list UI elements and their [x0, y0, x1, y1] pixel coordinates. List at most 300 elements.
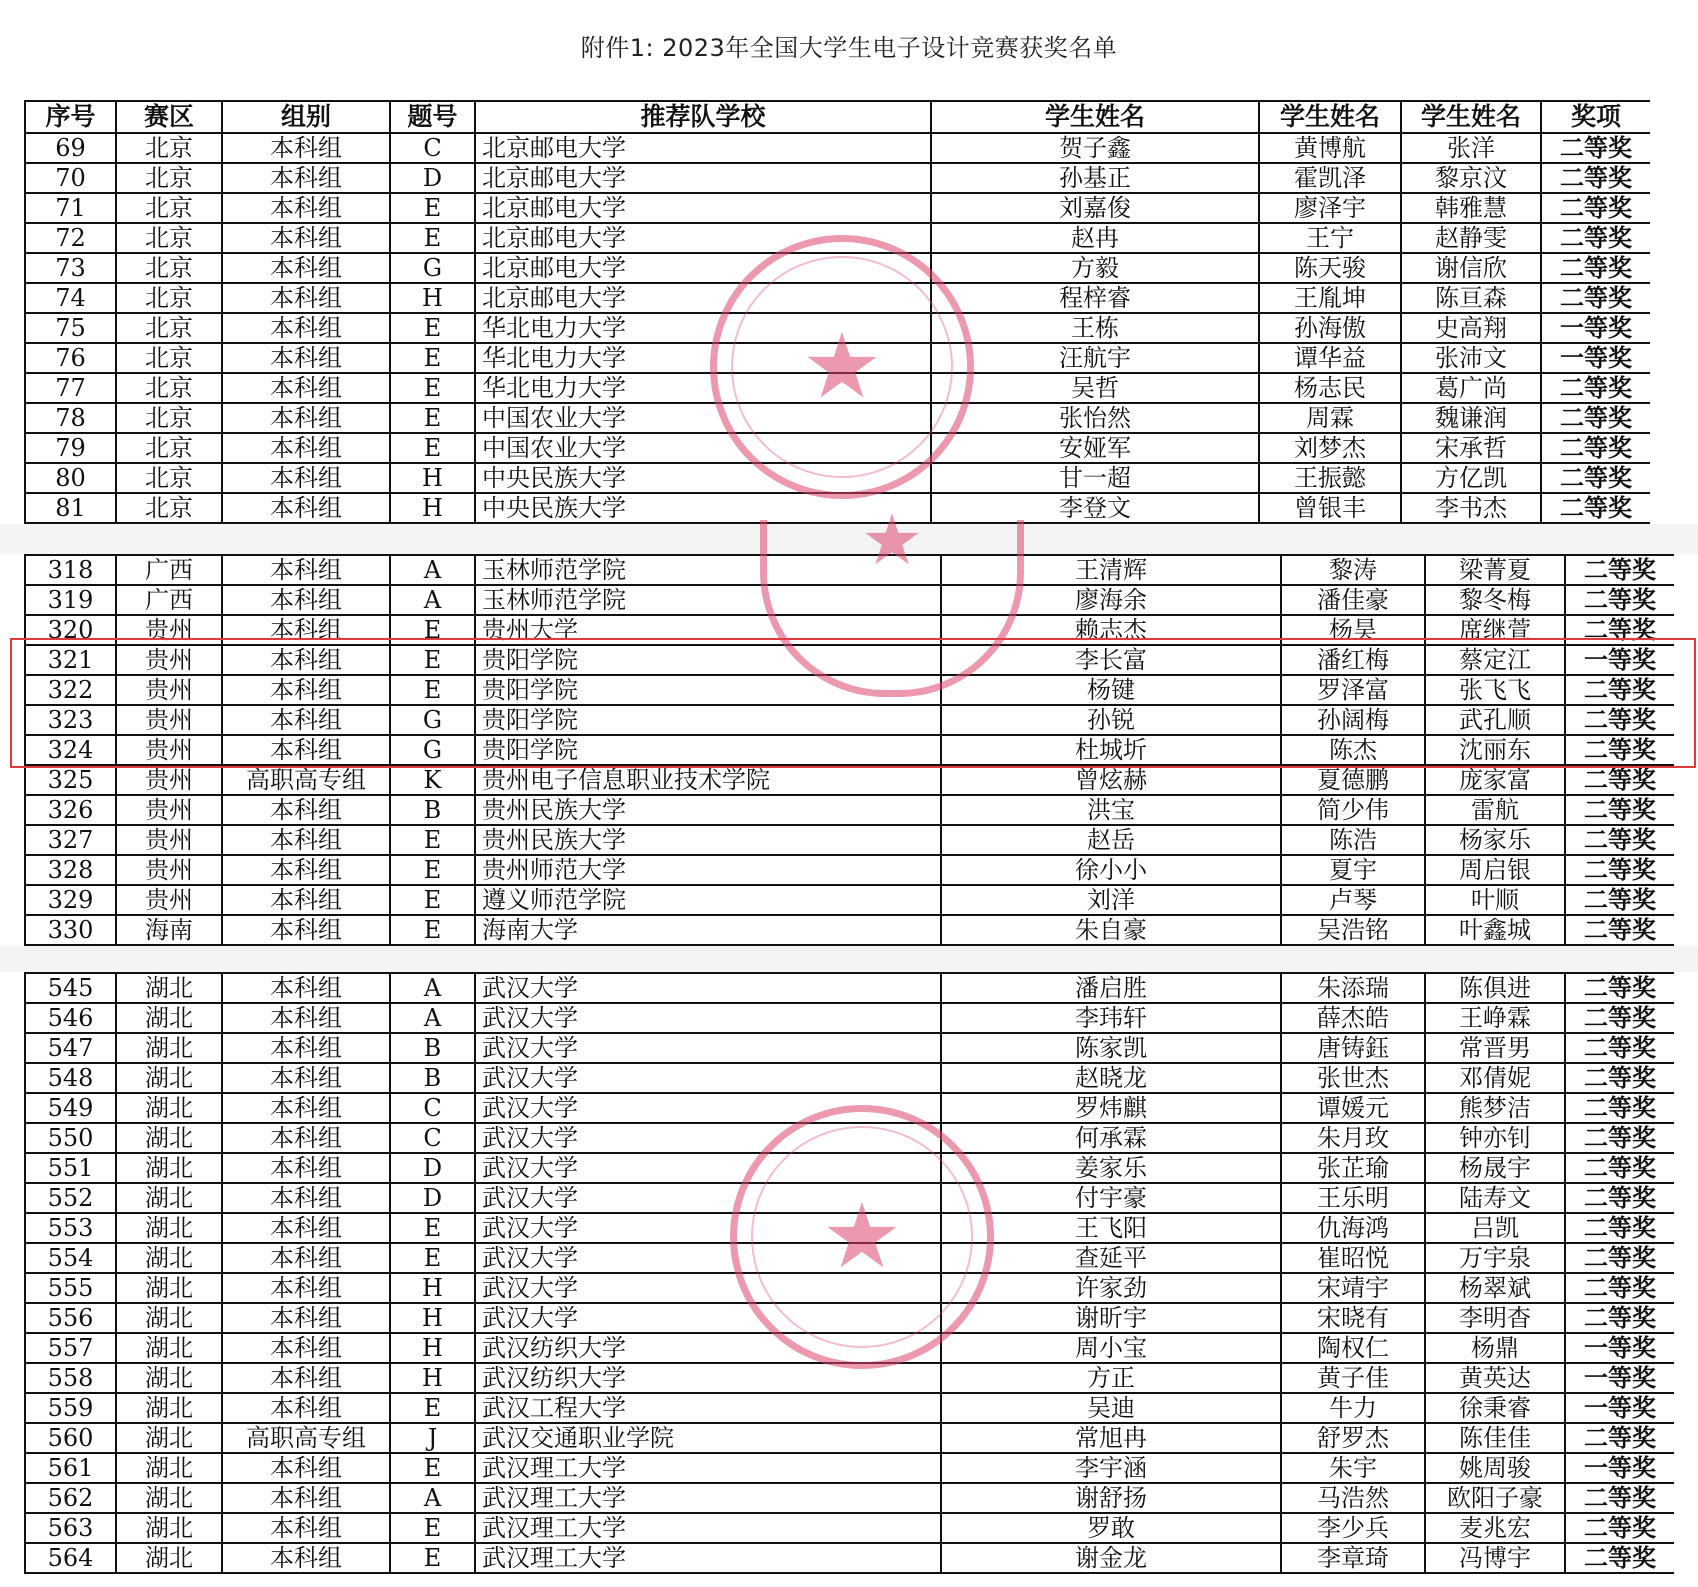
- cell-student-name-2: 黄博航: [1259, 133, 1401, 163]
- cell-student-name-2: 霍凯泽: [1259, 163, 1401, 193]
- cell-award: 二等奖: [1541, 193, 1650, 223]
- cell-problem-code: K: [390, 765, 475, 795]
- cell-region: 贵州: [116, 855, 222, 885]
- cell-award: 二等奖: [1541, 163, 1650, 193]
- cell-student-name-2: 陈杰: [1281, 735, 1425, 765]
- cell-problem-code: C: [390, 1093, 475, 1123]
- cell-student-name-2: 黎涛: [1281, 555, 1425, 585]
- cell-award: 二等奖: [1565, 735, 1674, 765]
- cell-student-name-2: 孙阔梅: [1281, 705, 1425, 735]
- cell-student-name-2: 潘红梅: [1281, 645, 1425, 675]
- cell-row-number: 328: [25, 855, 116, 885]
- cell-group: 高职高专组: [222, 765, 390, 795]
- table-row: [25, 283, 1650, 313]
- table-row: [25, 1303, 1674, 1333]
- cell-student-name-1: 安娅军: [931, 433, 1259, 463]
- cell-region: 湖北: [116, 1423, 222, 1453]
- cell-group: 本科组: [222, 1303, 390, 1333]
- cell-student-name-3: 徐秉睿: [1425, 1393, 1565, 1423]
- cell-row-number: 329: [25, 885, 116, 915]
- cell-school: 武汉大学: [475, 1243, 941, 1273]
- table-row: [25, 825, 1674, 855]
- cell-student-name-1: 吴迪: [941, 1393, 1281, 1423]
- cell-school: 贵州大学: [475, 615, 941, 645]
- cell-award: 二等奖: [1565, 1273, 1674, 1303]
- cell-problem-code: E: [390, 915, 475, 945]
- cell-student-name-1: 洪宝: [941, 795, 1281, 825]
- cell-student-name-3: 宋承哲: [1401, 433, 1541, 463]
- cell-student-name-2: 陶权仁: [1281, 1333, 1425, 1363]
- cell-student-name-3: 葛广尚: [1401, 373, 1541, 403]
- cell-row-number: 74: [25, 283, 116, 313]
- cell-region: 广西: [116, 585, 222, 615]
- table-row: [25, 433, 1650, 463]
- cell-student-name-1: 王清辉: [941, 555, 1281, 585]
- cell-row-number: 561: [25, 1453, 116, 1483]
- cell-problem-code: H: [390, 493, 475, 523]
- cell-student-name-1: 杜城圻: [941, 735, 1281, 765]
- cell-region: 北京: [116, 403, 222, 433]
- cell-award: 一等奖: [1565, 1393, 1674, 1423]
- cell-region: 北京: [116, 223, 222, 253]
- cell-group: 本科组: [222, 433, 390, 463]
- cell-student-name-1: 王栋: [931, 313, 1259, 343]
- cell-group: 本科组: [222, 1453, 390, 1483]
- cell-problem-code: B: [390, 1033, 475, 1063]
- cell-school: 武汉大学: [475, 1033, 941, 1063]
- cell-school: 海南大学: [475, 915, 941, 945]
- table-row: [25, 193, 1650, 223]
- cell-row-number: 324: [25, 735, 116, 765]
- table-row: [25, 1393, 1674, 1423]
- cell-group: 本科组: [222, 223, 390, 253]
- cell-row-number: 72: [25, 223, 116, 253]
- table-row: [25, 463, 1650, 493]
- cell-student-name-1: 姜家乐: [941, 1153, 1281, 1183]
- table-row: [25, 1363, 1674, 1393]
- cell-row-number: 70: [25, 163, 116, 193]
- cell-school: 贵州电子信息职业技术学院: [475, 765, 941, 795]
- cell-student-name-3: 方亿凯: [1401, 463, 1541, 493]
- column-header-group: 组别: [222, 101, 390, 133]
- cell-row-number: 559: [25, 1393, 116, 1423]
- table-row: [25, 1243, 1674, 1273]
- cell-row-number: 327: [25, 825, 116, 855]
- cell-student-name-3: 张飞飞: [1425, 675, 1565, 705]
- cell-school: 北京邮电大学: [475, 133, 931, 163]
- cell-row-number: 564: [25, 1543, 116, 1573]
- cell-group: 本科组: [222, 645, 390, 675]
- table-row: [25, 1483, 1674, 1513]
- cell-student-name-2: 孙海傲: [1259, 313, 1401, 343]
- cell-student-name-3: 韩雅慧: [1401, 193, 1541, 223]
- cell-student-name-1: 吴哲: [931, 373, 1259, 403]
- cell-row-number: 557: [25, 1333, 116, 1363]
- cell-student-name-3: 周启银: [1425, 855, 1565, 885]
- cell-problem-code: C: [390, 133, 475, 163]
- cell-row-number: 563: [25, 1513, 116, 1543]
- cell-row-number: 326: [25, 795, 116, 825]
- cell-problem-code: E: [390, 1243, 475, 1273]
- cell-student-name-3: 陈俱进: [1425, 973, 1565, 1003]
- cell-student-name-1: 谢昕宇: [941, 1303, 1281, 1333]
- cell-problem-code: G: [390, 735, 475, 765]
- cell-row-number: 76: [25, 343, 116, 373]
- star-icon: ★: [821, 1184, 903, 1289]
- cell-region: 湖北: [116, 1063, 222, 1093]
- cell-student-name-1: 罗敢: [941, 1513, 1281, 1543]
- cell-award: 一等奖: [1541, 343, 1650, 373]
- cell-row-number: 555: [25, 1273, 116, 1303]
- cell-group: 本科组: [222, 735, 390, 765]
- cell-award: 二等奖: [1565, 1423, 1674, 1453]
- column-header-region: 赛区: [116, 101, 222, 133]
- cell-school: 玉林师范学院: [475, 555, 941, 585]
- cell-group: 高职高专组: [222, 1423, 390, 1453]
- cell-student-name-2: 舒罗杰: [1281, 1423, 1425, 1453]
- cell-student-name-1: 李玮轩: [941, 1003, 1281, 1033]
- cell-school: 武汉大学: [475, 1063, 941, 1093]
- cell-school: 武汉大学: [475, 1303, 941, 1333]
- cell-student-name-3: 张沛文: [1401, 343, 1541, 373]
- cell-student-name-3: 梁菁夏: [1425, 555, 1565, 585]
- table-row: [25, 1213, 1674, 1243]
- cell-student-name-3: 王峥霖: [1425, 1003, 1565, 1033]
- cell-award: 二等奖: [1565, 1093, 1674, 1123]
- cell-group: 本科组: [222, 915, 390, 945]
- cell-problem-code: B: [390, 1063, 475, 1093]
- cell-group: 本科组: [222, 133, 390, 163]
- cell-student-name-1: 程梓睿: [931, 283, 1259, 313]
- cell-group: 本科组: [222, 585, 390, 615]
- cell-award: 二等奖: [1565, 1123, 1674, 1153]
- cell-student-name-1: 罗炜麒: [941, 1093, 1281, 1123]
- cell-school: 中央民族大学: [475, 493, 931, 523]
- column-header-school: 推荐队学校: [475, 101, 931, 133]
- table-row: [25, 493, 1650, 523]
- cell-student-name-1: 李登文: [931, 493, 1259, 523]
- cell-school: 贵州民族大学: [475, 795, 941, 825]
- cell-problem-code: H: [390, 1363, 475, 1393]
- cell-award: 二等奖: [1565, 1003, 1674, 1033]
- cell-student-name-1: 赵晓龙: [941, 1063, 1281, 1093]
- cell-student-name-1: 谢金龙: [941, 1543, 1281, 1573]
- cell-school: 武汉大学: [475, 1183, 941, 1213]
- cell-problem-code: E: [390, 675, 475, 705]
- cell-student-name-2: 唐铸鈺: [1281, 1033, 1425, 1063]
- cell-student-name-1: 汪航宇: [931, 343, 1259, 373]
- cell-problem-code: E: [390, 433, 475, 463]
- cell-student-name-1: 谢舒扬: [941, 1483, 1281, 1513]
- cell-row-number: 77: [25, 373, 116, 403]
- table-row: [25, 555, 1674, 585]
- cell-student-name-2: 杨志民: [1259, 373, 1401, 403]
- cell-student-name-2: 吴浩铭: [1281, 915, 1425, 945]
- table-row: [25, 1063, 1674, 1093]
- cell-student-name-1: 许家劲: [941, 1273, 1281, 1303]
- table-row: [25, 645, 1674, 675]
- cell-student-name-3: 史高翔: [1401, 313, 1541, 343]
- cell-student-name-2: 谭华益: [1259, 343, 1401, 373]
- cell-student-name-3: 麦兆宏: [1425, 1513, 1565, 1543]
- cell-row-number: 551: [25, 1153, 116, 1183]
- cell-region: 贵州: [116, 705, 222, 735]
- table-row: [25, 133, 1650, 163]
- cell-row-number: 553: [25, 1213, 116, 1243]
- cell-group: 本科组: [222, 1363, 390, 1393]
- cell-group: 本科组: [222, 313, 390, 343]
- cell-student-name-1: 孙基正: [931, 163, 1259, 193]
- page-gap: [0, 524, 1698, 554]
- cell-school: 华北电力大学: [475, 373, 931, 403]
- cell-student-name-1: 赖志杰: [941, 615, 1281, 645]
- cell-problem-code: A: [390, 1003, 475, 1033]
- document-title: 附件1: 2023年全国大学生电子设计竞赛获奖名单: [580, 34, 1118, 62]
- cell-student-name-2: 朱月玫: [1281, 1123, 1425, 1153]
- cell-award: 二等奖: [1565, 1483, 1674, 1513]
- column-header-problem-code: 题号: [390, 101, 475, 133]
- cell-problem-code: G: [390, 705, 475, 735]
- cell-student-name-3: 陈亘森: [1401, 283, 1541, 313]
- cell-student-name-2: 宋晓有: [1281, 1303, 1425, 1333]
- cell-student-name-1: 杨键: [941, 675, 1281, 705]
- cell-award: 二等奖: [1565, 1063, 1674, 1093]
- cell-problem-code: E: [390, 1453, 475, 1483]
- cell-row-number: 320: [25, 615, 116, 645]
- cell-row-number: 79: [25, 433, 116, 463]
- cell-student-name-3: 熊梦洁: [1425, 1093, 1565, 1123]
- cell-row-number: 560: [25, 1423, 116, 1453]
- cell-student-name-2: 陈浩: [1281, 825, 1425, 855]
- cell-region: 贵州: [116, 825, 222, 855]
- cell-problem-code: H: [390, 1273, 475, 1303]
- cell-student-name-3: 赵静雯: [1401, 223, 1541, 253]
- cell-region: 湖北: [116, 1333, 222, 1363]
- cell-student-name-3: 杨家乐: [1425, 825, 1565, 855]
- table-segment-3: [24, 972, 1674, 1587]
- cell-row-number: 75: [25, 313, 116, 343]
- table-row: [25, 973, 1674, 1003]
- cell-award: 二等奖: [1541, 433, 1650, 463]
- column-header-student-name-2: 学生姓名: [1259, 101, 1401, 133]
- cell-problem-code: H: [390, 463, 475, 493]
- cell-group: 本科组: [222, 1183, 390, 1213]
- cell-region: 北京: [116, 283, 222, 313]
- cell-row-number: 80: [25, 463, 116, 493]
- cell-school: 武汉大学: [475, 1003, 941, 1033]
- cell-student-name-2: 夏宇: [1281, 855, 1425, 885]
- cell-student-name-2: 王胤坤: [1259, 283, 1401, 313]
- cell-student-name-2: 刘梦杰: [1259, 433, 1401, 463]
- cell-award: 二等奖: [1541, 253, 1650, 283]
- cell-student-name-2: 夏德鹏: [1281, 765, 1425, 795]
- table-row: [25, 1423, 1674, 1453]
- table-row: [25, 163, 1650, 193]
- cell-group: 本科组: [222, 615, 390, 645]
- cell-award: 二等奖: [1565, 555, 1674, 585]
- cell-group: 本科组: [222, 1543, 390, 1573]
- cell-problem-code: E: [390, 885, 475, 915]
- cell-student-name-1: 朱自豪: [941, 915, 1281, 945]
- cell-student-name-1: 李长富: [941, 645, 1281, 675]
- cell-region: 北京: [116, 463, 222, 493]
- cell-problem-code: B: [390, 795, 475, 825]
- cell-group: 本科组: [222, 1213, 390, 1243]
- cell-problem-code: E: [390, 1393, 475, 1423]
- cell-school: 武汉大学: [475, 1123, 941, 1153]
- column-header-student-name-3: 学生姓名: [1401, 101, 1541, 133]
- cell-student-name-3: 沈丽东: [1425, 735, 1565, 765]
- cell-student-name-1: 常旭冉: [941, 1423, 1281, 1453]
- cell-student-name-3: 李书杰: [1401, 493, 1541, 523]
- cell-school: 玉林师范学院: [475, 585, 941, 615]
- cell-student-name-2: 张芷瑜: [1281, 1153, 1425, 1183]
- cell-problem-code: E: [390, 825, 475, 855]
- cell-student-name-3: 李明杳: [1425, 1303, 1565, 1333]
- table-row: [25, 765, 1674, 795]
- cell-student-name-2: 曾银丰: [1259, 493, 1401, 523]
- cell-row-number: 548: [25, 1063, 116, 1093]
- star-icon: ★: [860, 499, 924, 581]
- cell-problem-code: E: [390, 193, 475, 223]
- cell-award: 二等奖: [1541, 373, 1650, 403]
- cell-student-name-2: 杨昊: [1281, 615, 1425, 645]
- cell-region: 北京: [116, 193, 222, 223]
- column-header-award: 奖项: [1541, 101, 1650, 133]
- cell-school: 武汉理工大学: [475, 1513, 941, 1543]
- cell-student-name-3: 蔡定江: [1425, 645, 1565, 675]
- star-icon: ★: [801, 314, 883, 419]
- cell-group: 本科组: [222, 1093, 390, 1123]
- cell-student-name-3: 庞家富: [1425, 765, 1565, 795]
- cell-problem-code: E: [390, 343, 475, 373]
- cell-problem-code: E: [390, 615, 475, 645]
- cell-problem-code: J: [390, 1423, 475, 1453]
- cell-group: 本科组: [222, 1273, 390, 1303]
- cell-group: 本科组: [222, 403, 390, 433]
- table-row: [25, 1333, 1674, 1363]
- cell-school: 北京邮电大学: [475, 193, 931, 223]
- cell-award: 二等奖: [1565, 1213, 1674, 1243]
- table-row: [25, 915, 1674, 945]
- cell-region: 湖北: [116, 973, 222, 1003]
- cell-group: 本科组: [222, 343, 390, 373]
- cell-region: 贵州: [116, 795, 222, 825]
- cell-group: 本科组: [222, 283, 390, 313]
- cell-problem-code: A: [390, 973, 475, 1003]
- cell-region: 湖北: [116, 1093, 222, 1123]
- cell-award: 二等奖: [1541, 463, 1650, 493]
- cell-group: 本科组: [222, 705, 390, 735]
- cell-student-name-3: 欧阳子豪: [1425, 1483, 1565, 1513]
- table-row: [25, 615, 1674, 645]
- table-row: [25, 675, 1674, 705]
- cell-row-number: 558: [25, 1363, 116, 1393]
- cell-region: 北京: [116, 493, 222, 523]
- cell-student-name-1: 方毅: [931, 253, 1259, 283]
- cell-problem-code: H: [390, 1333, 475, 1363]
- cell-student-name-3: 魏谦润: [1401, 403, 1541, 433]
- cell-award: 二等奖: [1565, 1033, 1674, 1063]
- cell-row-number: 323: [25, 705, 116, 735]
- column-header-row-number: 序号: [25, 101, 116, 133]
- cell-student-name-2: 王乐明: [1281, 1183, 1425, 1213]
- cell-award: 一等奖: [1565, 1453, 1674, 1483]
- cell-group: 本科组: [222, 555, 390, 585]
- cell-row-number: 549: [25, 1093, 116, 1123]
- cell-problem-code: E: [390, 1513, 475, 1543]
- cell-student-name-3: 钟亦钊: [1425, 1123, 1565, 1153]
- cell-award: 二等奖: [1565, 705, 1674, 735]
- cell-award: 一等奖: [1565, 645, 1674, 675]
- cell-award: 二等奖: [1541, 223, 1650, 253]
- cell-region: 湖北: [116, 1303, 222, 1333]
- table-row: [25, 705, 1674, 735]
- cell-award: 二等奖: [1565, 1183, 1674, 1213]
- cell-group: 本科组: [222, 1033, 390, 1063]
- cell-region: 湖北: [116, 1213, 222, 1243]
- cell-region: 广西: [116, 555, 222, 585]
- cell-award: 二等奖: [1541, 493, 1650, 523]
- table-row: [25, 1183, 1674, 1213]
- cell-school: 中央民族大学: [475, 463, 931, 493]
- cell-region: 湖北: [116, 1033, 222, 1063]
- cell-student-name-3: 席继萱: [1425, 615, 1565, 645]
- cell-student-name-1: 孙锐: [941, 705, 1281, 735]
- cell-student-name-2: 仇海鸿: [1281, 1213, 1425, 1243]
- cell-problem-code: A: [390, 585, 475, 615]
- cell-school: 北京邮电大学: [475, 283, 931, 313]
- cell-student-name-3: 吕凯: [1425, 1213, 1565, 1243]
- table-header-row: [25, 101, 1650, 133]
- cell-region: 贵州: [116, 675, 222, 705]
- cell-school: 北京邮电大学: [475, 163, 931, 193]
- cell-region: 北京: [116, 313, 222, 343]
- cell-group: 本科组: [222, 855, 390, 885]
- cell-region: 北京: [116, 163, 222, 193]
- cell-region: 贵州: [116, 885, 222, 915]
- cell-student-name-1: 陈家凯: [941, 1033, 1281, 1063]
- table-row: [25, 1123, 1674, 1153]
- cell-student-name-2: 张世杰: [1281, 1063, 1425, 1093]
- table-row: [25, 1453, 1674, 1483]
- cell-row-number: 554: [25, 1243, 116, 1273]
- cell-region: 湖北: [116, 1453, 222, 1483]
- cell-school: 北京邮电大学: [475, 223, 931, 253]
- cell-student-name-2: 潘佳豪: [1281, 585, 1425, 615]
- cell-school: 武汉理工大学: [475, 1483, 941, 1513]
- cell-group: 本科组: [222, 373, 390, 403]
- table-row: [25, 1273, 1674, 1303]
- cell-problem-code: E: [390, 373, 475, 403]
- cell-region: 湖北: [116, 1363, 222, 1393]
- cell-student-name-3: 黎京汶: [1401, 163, 1541, 193]
- table-row: [25, 223, 1650, 253]
- cell-region: 湖北: [116, 1183, 222, 1213]
- cell-row-number: 547: [25, 1033, 116, 1063]
- cell-award: 一等奖: [1541, 313, 1650, 343]
- cell-row-number: 81: [25, 493, 116, 523]
- cell-student-name-3: 冯博宇: [1425, 1543, 1565, 1573]
- table-row: [25, 885, 1674, 915]
- cell-student-name-3: 陆寿文: [1425, 1183, 1565, 1213]
- cell-student-name-2: 黄子佳: [1281, 1363, 1425, 1393]
- table-row: [25, 253, 1650, 283]
- cell-problem-code: E: [390, 855, 475, 885]
- cell-student-name-2: 罗泽富: [1281, 675, 1425, 705]
- cell-award: 二等奖: [1565, 1243, 1674, 1273]
- cell-row-number: 546: [25, 1003, 116, 1033]
